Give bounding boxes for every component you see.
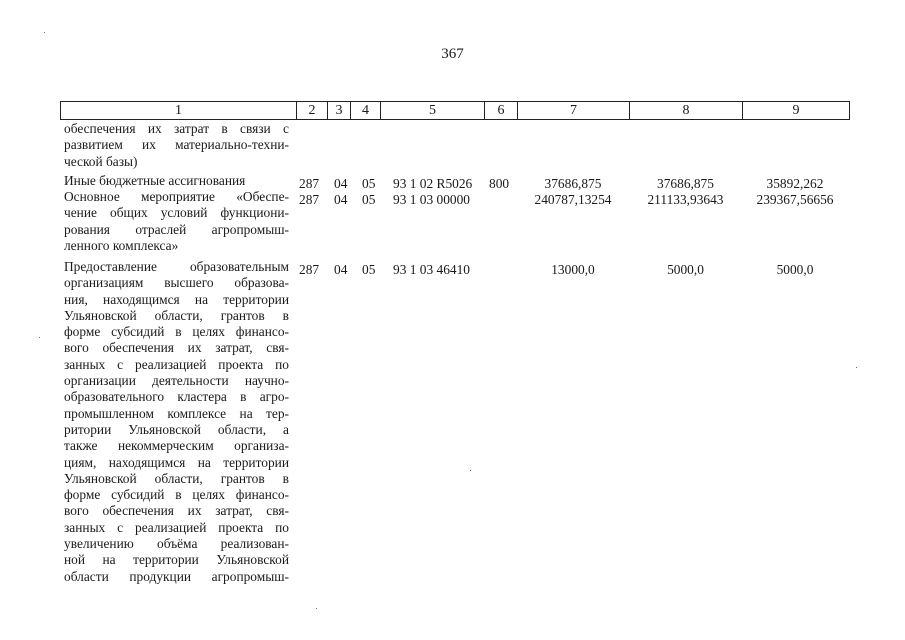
row-name-line: ния, находящимся на территории <box>64 291 289 307</box>
cell-code-2: 287 <box>299 192 320 207</box>
row-name-line: области продукции агропромыш- <box>64 568 289 584</box>
header-col-3: 3 <box>328 102 351 119</box>
cell-value-7: 240787,13254 <box>534 192 612 207</box>
cell-value-9: 5000,0 <box>776 262 814 277</box>
row-name-line: Предоставление образовательным <box>64 259 289 274</box>
header-col-1: 1 <box>61 102 297 119</box>
row-name-line: образовательного кластера в агро- <box>64 389 289 405</box>
scan-speck <box>39 337 40 338</box>
cell-value-7: 37686,875 <box>544 176 602 191</box>
header-col-2: 2 <box>297 102 328 119</box>
cell-code-5: 93 1 02 R5026 <box>393 176 473 191</box>
row-name <box>64 173 289 189</box>
cell-value-8: 5000,0 <box>667 262 704 277</box>
row-name-line: Основное мероприятие «Обеспе- <box>64 189 289 204</box>
cell-code-4: 05 <box>362 262 376 277</box>
header-col-9: 9 <box>792 103 800 118</box>
header-col-7: 7 <box>518 102 630 119</box>
scan-speck <box>316 608 317 609</box>
continuation-line: развитием их материально-техни- <box>64 137 289 153</box>
row-name <box>64 189 289 254</box>
cell-code-3: 04 <box>334 176 348 191</box>
row-name-line: ленного комплекса» <box>64 237 179 253</box>
row-name-line: форме субсидий в целях финансо- <box>64 487 289 503</box>
cell-code-4: 05 <box>362 176 376 191</box>
scan-speck <box>44 32 45 33</box>
row-name-line: вого обеспечения их затрат, свя- <box>64 340 289 356</box>
cell-code-2: 287 <box>299 176 320 191</box>
scan-speck <box>470 470 471 471</box>
row-name-line: рования отраслей агропромыш- <box>64 221 289 237</box>
cell-code-4: 05 <box>362 192 376 207</box>
cell-value-9: 239367,56656 <box>756 192 834 207</box>
scan-speck <box>856 367 857 368</box>
cell-value-8: 211133,93643 <box>647 192 724 207</box>
row-name <box>64 259 289 585</box>
cell-value-8: 37686,875 <box>657 176 714 191</box>
cell-code-2: 287 <box>299 262 320 277</box>
row-name-line: увеличению объёма реализован- <box>64 536 289 552</box>
row-name-line: вого обеспечения их затрат, свя- <box>64 503 289 519</box>
row-name-line: ритории Ульяновской области, а <box>64 421 289 437</box>
cell-code-3: 04 <box>334 192 348 207</box>
row-name-line: организации деятельности научно- <box>64 373 289 389</box>
row-name-line: Ульяновской области, грантов в <box>64 470 289 486</box>
header-col-4: 4 <box>351 102 381 119</box>
cell-code-3: 04 <box>334 262 348 277</box>
cell-value-7: 13000,0 <box>551 262 595 277</box>
continuation-text <box>64 121 289 170</box>
row-name-line: занных с реализацией проекта по <box>64 519 289 535</box>
row-name-line: форме субсидий в целях финансо- <box>64 324 289 340</box>
row-name-line: чение общих условий функциони- <box>64 205 289 221</box>
cell-code-6: 800 <box>489 176 510 191</box>
row-name-line: промышленном комплексе на тер- <box>64 405 289 421</box>
row-name-line: организациям высшего образова- <box>64 275 289 291</box>
header-col-5: 5 <box>381 102 485 119</box>
table-header-row <box>60 101 850 120</box>
continuation-line: ческой базы) <box>64 153 138 169</box>
cell-value-9: 35892,262 <box>766 176 824 191</box>
header-col-8: 8 <box>630 102 743 119</box>
row-name-line: циям, находящимся на территории <box>64 454 289 470</box>
header-col-6: 6 <box>485 102 518 119</box>
row-name-line: Ульяновской области, грантов в <box>64 307 289 323</box>
page-number: 367 <box>441 46 464 62</box>
cell-code-5: 93 1 03 00000 <box>393 192 470 207</box>
row-name-line: Иные бюджетные ассигнования <box>64 173 246 188</box>
cell-code-5: 93 1 03 46410 <box>393 262 470 277</box>
continuation-line: обеспечения их затрат в связи с <box>64 121 289 136</box>
row-name-line: занных с реализацией проекта по <box>64 356 289 372</box>
row-name-line: также некоммерческим организа- <box>64 438 289 454</box>
row-name-line: ной на территории Ульяновской <box>64 552 289 568</box>
